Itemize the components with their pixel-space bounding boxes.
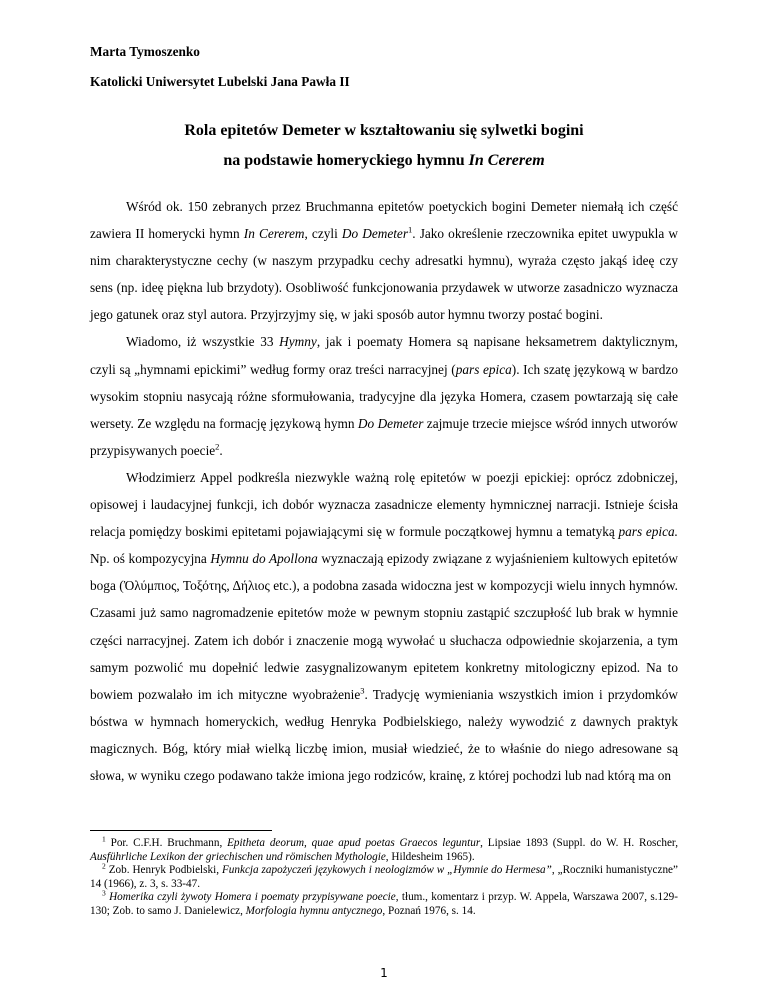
italic-text: Do Demeter [341,226,409,242]
text-run: . Tradycję wymieniania wszystkich imion i przydomków bóstwa w hymnach homeryckich, według Henryka Podbielskiego, należy wywodzić z dawnych praktyk magicznych. Bóg, który miał wielką liczbę imion, musiał wiedzieć, że to właśnie do niego adresowane są słowa, w wyniku czego podawano także imiona jego rodziców, krainę, z której pochodzi lub nad którą ma on [90,686,679,783]
text-run: , Poznań 1976, s. 14. [382,904,476,917]
footnote-separator [90,830,272,831]
text-run: wyznaczają epizody związane z wyjaśnieniem kultowych epitetów boga (Ὀλύμπιος, Τοξότης, Δήλιος etc.), a podobna zasada widoczna jest w kompozycji wielu innych hymnów. Czasami już samo nagromadzenie epitetów może w pewnym stopniu zastąpić szczupłość lub brak w hymnie części narracyjnej. Zatem ich dobór i znaczenie mogą wywołać u słuchacza odpowiednie skojarzenia, a tym samym pozwolić mu dopełnić ledwie zasygnalizowanym epitetem konkretny mitologiczny epizod. Na to bowiem pozwalało im ich mityczne wyobrażenie [90,551,678,702]
italic-text: Epitheta deorum, quae apud poetas Graecos leguntur [227,837,481,849]
text-run: , Lipsiae 1893 (Suppl. do W. H. Roscher, [480,837,678,849]
text-run: , tłum., komentarz i przyp. W. Appela, Warszawa 2007, s.129-130; Zob. to samo J. Danielewicz, [90,891,679,917]
footnote-1 [90,834,678,864]
text-run: Włodzimierz Appel podkreśla niezwykle ważną rolę epitetów w poezji epickiej: oprócz zdobniczej, opisowej i laudacyjnej funkcji, ich dobór wyznacza zasadnicze elementy hymnicznej narracji. Istnieje ścisła relacja pomiędzy boskimi epitetami pojawiającymi się w formule początkowej hymnu a tematyką [90,469,678,540]
body-text [90,193,678,789]
paragraph-2 [90,328,678,463]
paper-title-line-1: Rola epitetów Demeter w kształtowaniu się sylwetki bogini [184,122,584,139]
text-run: . [219,442,223,458]
italic-text: Morfologia hymnu antycznego [245,904,383,917]
text-run: zajmuje trzecie miejsce wśród innych utworów przypisywanych poecie [90,415,679,458]
italic-text: In Cererem [243,226,305,242]
italic-text: Hymnu do Apollona [210,551,318,567]
paper-title-line-2 [90,152,678,170]
italic-text: Funkcja zapożyczeń językowych i neologizmów w „Hymnie do Hermesa” [221,864,552,877]
italic-text: pars epica. [618,524,678,540]
text-run: Zob. Henryk Podbielski, [105,864,222,877]
footnote-3 [90,888,679,918]
footnotes [90,834,679,919]
footnote-number: 3 [102,888,106,898]
text-run: , czyli [304,226,342,242]
italic-text: Ausführliche Lexikon der griechischen und römischen Mythologie [90,850,386,863]
text-run: . Jako określenie rzeczownika epitet uwypukla w nim charakterystyczne cechy (w naszym przypadku cechy adresatki hymnu), wyraża często jakąś ideę czy sens (np. ideę piękna lub brzydoty). Osobliwość funkcjonowania przydawek w utworze zasadniczo wyznacza jego gatunek oraz styl autora. Przyjrzyjmy się, w jaki sposób autor hymnu tworzy postać bogini. [90,226,678,323]
page-number: 1 [380,966,388,980]
author-affiliation: Katolicki Uniwersytet Lubelski Jana Pawła II [90,74,350,89]
footnote-ref-2[interactable]: 2 [215,441,220,452]
title-text: na podstawie homeryckiego hymnu [223,152,469,169]
text-run: Wśród ok. 150 zebranych przez Bruchmanna epitetów poetyckich bogini Demeter niemałą ich część zawiera II homerycki hymn [90,199,678,242]
author-name: Marta Tymoszenko [90,44,200,59]
footnote-ref-1[interactable]: 1 [408,224,413,235]
text-run: Np. oś kompozycyjna [90,551,211,567]
footnote-number: 1 [102,834,106,844]
text-run: Por. C.F.H. Bruchmann, [105,837,228,849]
footnote-number: 2 [102,861,106,871]
text-run: , jak i poematy Homera są napisane heksametrem daktylicznym, czyli są „hymnami epickimi” według formy oraz treści narracyjnej ( [90,334,679,377]
footnote-2 [90,861,678,891]
footnote-ref-3[interactable]: 3 [360,685,365,696]
title-italic-text: In Cererem [468,152,545,169]
text-run: , Hildesheim 1965). [385,850,475,863]
paragraph-1 [90,193,678,328]
paragraph-3 [90,464,678,789]
italic-text: pars epica [455,361,512,377]
text-run: , „Roczniki humanistyczne” 14 (1966), z. 3, s. 33-47. [90,864,678,890]
text-run: Wiadomo, iż wszystkie 33 [126,334,280,350]
text-run: ). Ich szatę językową w bardzo wysokim stopniu nasycają różne sformułowania, tradycyjne dla języka Homera, czasem powtarzają się całe wersety. Ze względu na formację językową hymn [90,361,678,431]
italic-text: Hymny [279,334,317,350]
italic-text: Homerika czyli żywoty Homera i poematy przypisywane poecie [109,891,396,904]
italic-text: Do Demeter [357,415,424,431]
